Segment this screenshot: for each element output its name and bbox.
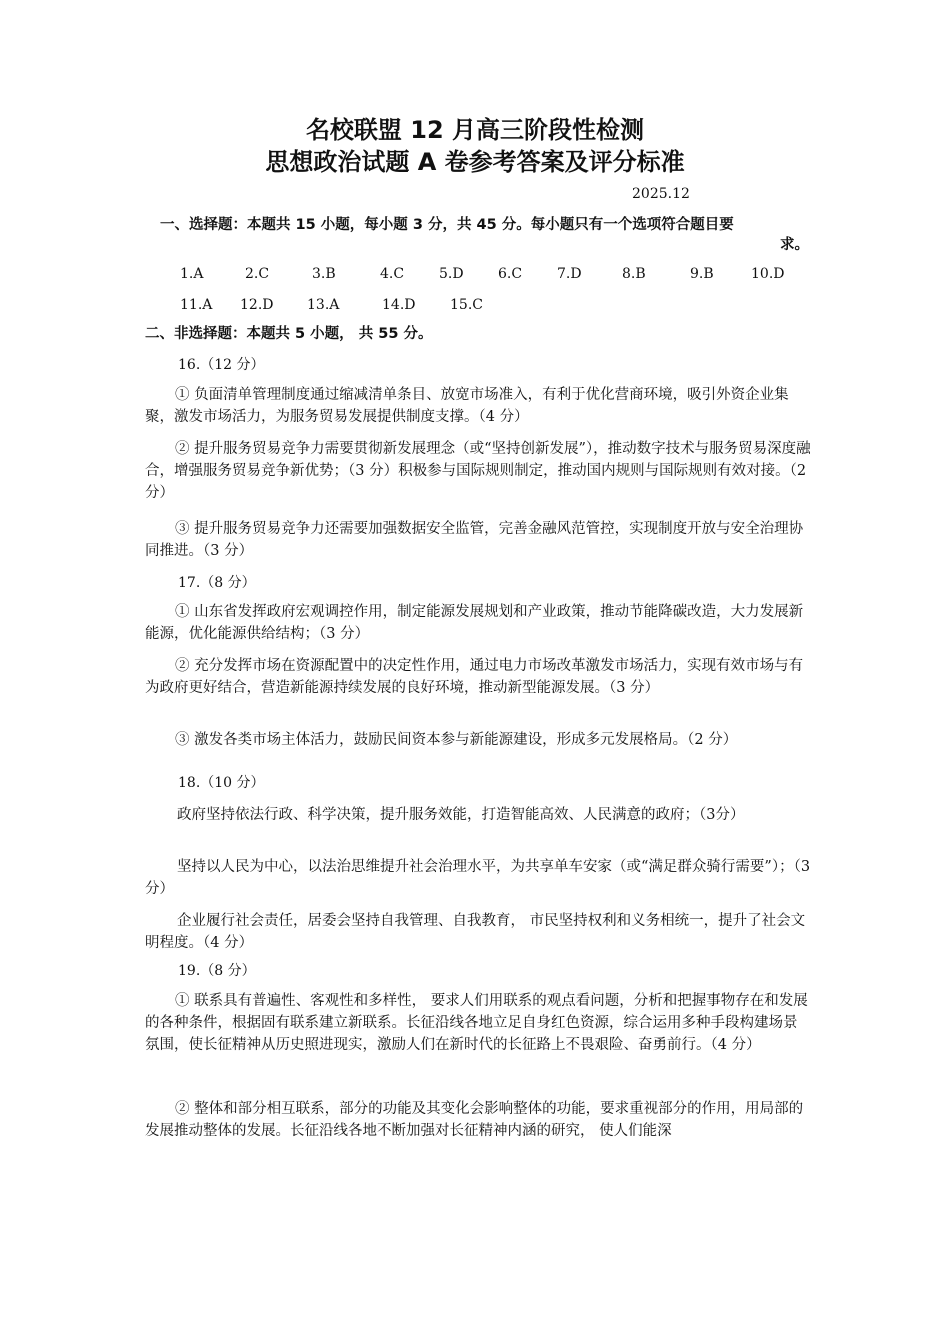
answer-3: 3.B xyxy=(312,266,336,282)
q16-point-1: ① 负面清单管理制度通过缩减清单条目、放宽市场准入，有利于优化营商环境，吸引外资企业集聚，激发市场活力，为服务贸易发展提供制度支撑。（4 分） xyxy=(145,387,789,425)
title-line-2: 思想政治试题 A 卷参考答案及评分标准 xyxy=(265,148,685,176)
q18-header: 18.（10 分） xyxy=(178,775,265,791)
q17-point-1: ① 山东省发挥政府宏观调控作用，制定能源发展规划和产业政策，推动节能降碳改造，大力发展新能源，优化能源供给结构；（3 分） xyxy=(145,604,804,642)
q18-point-3: 企业履行社会责任，居委会坚持自我管理、自我教育， 市民坚持权利和义务相统一，提升了社会文明程度。（4 分） xyxy=(145,913,806,951)
q19-point-2: ② 整体和部分相互联系，部分的功能及其变化会影响整体的功能，要求重视部分的作用，用局部的发展推动整体的发展。长征沿线各地不断加强对长征精神内涵的研究， 使人们能深 xyxy=(145,1101,804,1139)
q19-header: 19.（8 分） xyxy=(178,963,256,979)
section-1-heading: 一、选择题：本题共 15 小题，每小题 3 分，共 45 分。每小题只有一个选项符合题目要 xyxy=(160,217,734,233)
q16-point-2: ② 提升服务贸易竞争力需要贯彻新发展理念（或“坚持创新发展”），推动数字技术与服务贸易深度融合，增强服务贸易竞争新优势；（3 分）积极参与国际规则制定，推动国内规则与国际规则有效对接。（2 分） xyxy=(145,441,811,501)
q16-point-3: ③ 提升服务贸易竞争力还需要加强数据安全监管，完善金融风范管控，实现制度开放与安全治理协同推进。（3 分） xyxy=(145,521,804,559)
q16-header: 16.（12 分） xyxy=(178,357,265,373)
answer-5: 5.D xyxy=(439,266,464,282)
q17-header: 17.（8 分） xyxy=(178,575,256,591)
date: 2025.12 xyxy=(632,186,690,202)
q17-point-2: ② 充分发挥市场在资源配置中的决定性作用，通过电力市场改革激发市场活力，实现有效市场与有为政府更好结合，营造新能源持续发展的良好环境，推动新型能源发展。（3 分） xyxy=(145,658,804,696)
q19-point-1: ① 联系具有普遍性、客观性和多样性， 要求人们用联系的观点看问题，分析和把握事物存在和发展的各种条件，根据固有联系建立新联系。长征沿线各地立足自身红色资源，综合运用多种手段构建场景氛围，使长征精神从历史照进现实，激励人们在新时代的长征路上不畏艰险、奋勇前行。（4 分） xyxy=(145,993,808,1053)
q18-point-1: 政府坚持依法行政、科学决策，提升服务效能，打造智能高效、人民满意的政府；（3分） xyxy=(177,807,745,823)
q17-point-3: ③ 激发各类市场主体活力，鼓励民间资本参与新能源建设，形成多元发展格局。（2 分） xyxy=(175,732,738,748)
answer-7: 7.D xyxy=(557,266,582,282)
answer-6: 6.C xyxy=(498,266,523,282)
answer-15: 15.C xyxy=(450,297,483,313)
answer-1: 1.A xyxy=(180,266,204,282)
section-1-heading-tail: 求。 xyxy=(780,237,809,253)
answer-9: 9.B xyxy=(690,266,714,282)
answer-14: 14.D xyxy=(382,297,416,313)
answer-2: 2.C xyxy=(245,266,270,282)
answer-4: 4.C xyxy=(380,266,405,282)
q18-point-2: 坚持以人民为中心，以法治思维提升社会治理水平，为共享单车安家（或“满足群众骑行需要”）；（3 分） xyxy=(145,859,811,897)
section-2-heading: 二、非选择题：本题共 5 小题， 共 55 分。 xyxy=(145,326,433,342)
answer-12: 12.D xyxy=(240,297,274,313)
answer-8: 8.B xyxy=(622,266,646,282)
answer-10: 10.D xyxy=(751,266,785,282)
answer-13: 13.A xyxy=(307,297,340,313)
answer-11: 11.A xyxy=(180,297,213,313)
title-line-1: 名校联盟 12 月高三阶段性检测 xyxy=(305,116,645,144)
